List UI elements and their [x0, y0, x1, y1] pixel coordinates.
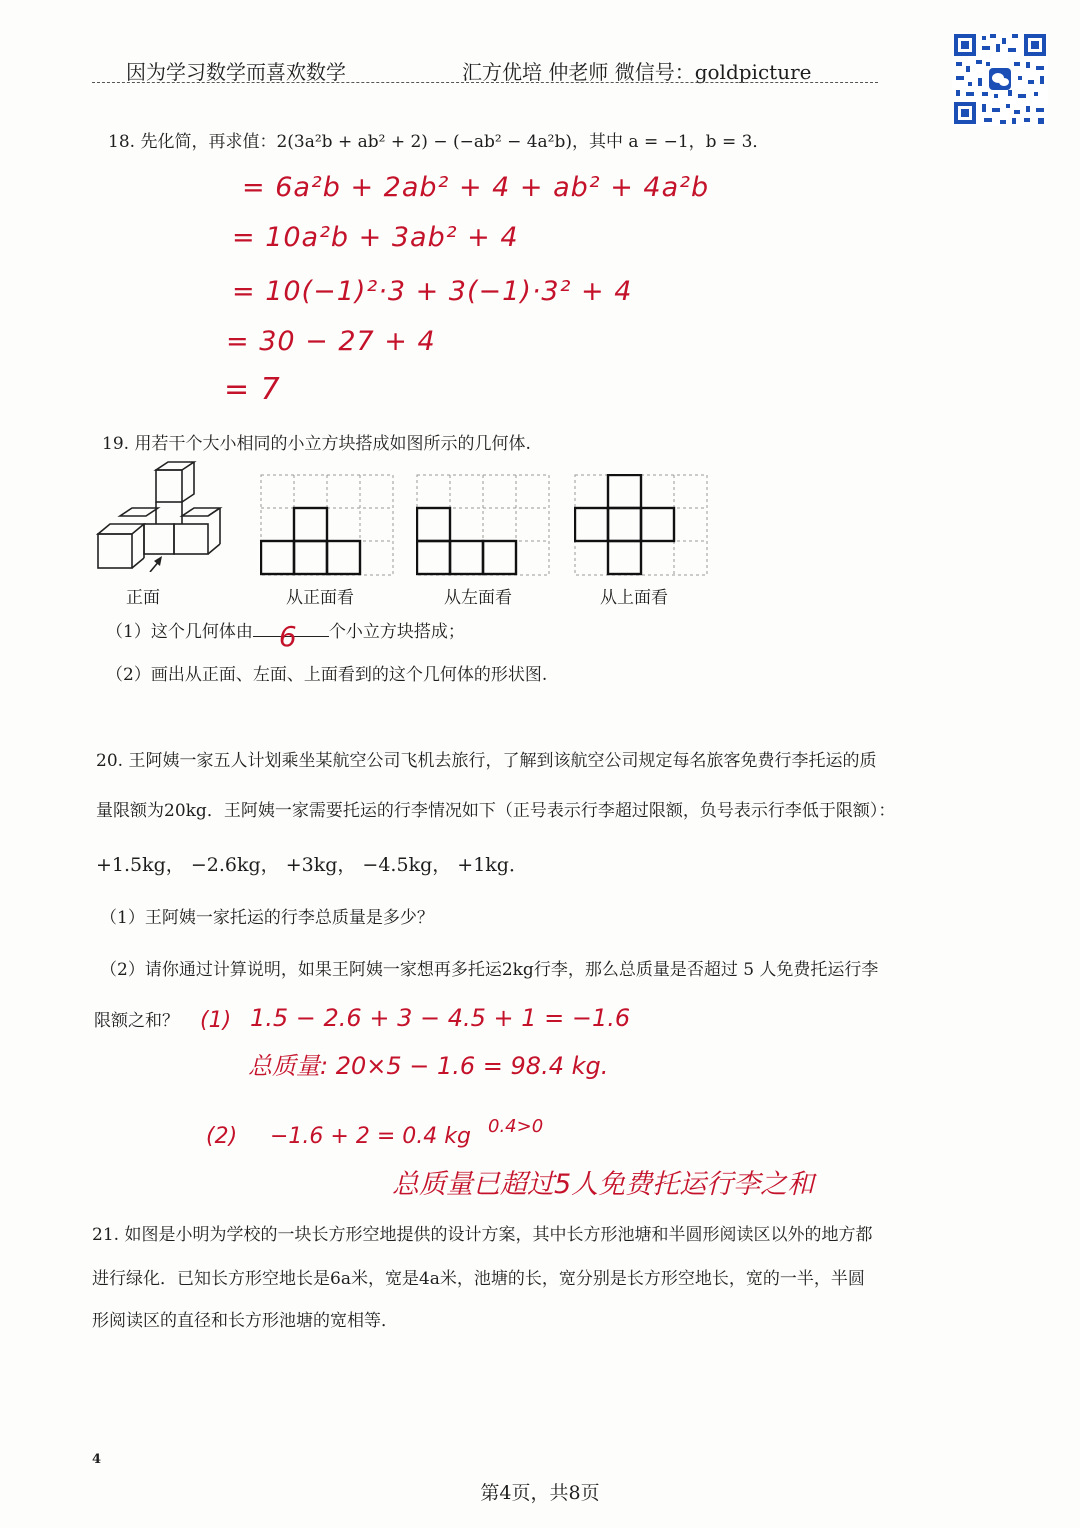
- q20-part2-cont: 限额之和？: [94, 1011, 179, 1031]
- q18-work-line: = 30 − 27 + 4: [226, 326, 436, 357]
- q19-stem: 19. 用若干个大小相同的小立方块搭成如图所示的几何体.: [102, 434, 531, 454]
- q18-work-line: = 10a²b + 3ab² + 4: [232, 222, 519, 253]
- view-caption-left: 从左面看: [444, 588, 512, 608]
- q20-line: 量限额为20kg．王阿姨一家需要托运的行李情况如下（正号表示行李超过限额，负号表示行李低于限额）：: [96, 801, 896, 821]
- q20-hand-work: −1.6 + 2 = 0.4 kg: [270, 1124, 471, 1149]
- header-left: 因为学习数学而喜欢数学: [126, 60, 346, 84]
- top-view-grid: [574, 474, 708, 578]
- q20-data-line: +1.5kg， −2.6kg， +3kg， −4.5kg， +1kg．: [96, 854, 528, 876]
- q19-part2: （2）画出从正面、左面、上面看到的这个几何体的形状图.: [106, 665, 548, 685]
- left-view-grid: [416, 474, 550, 578]
- q20-hand-label: (2): [206, 1124, 238, 1149]
- q20-hand-label: (1): [200, 1008, 232, 1033]
- page-number: 4: [92, 1452, 102, 1467]
- view-caption-top: 从上面看: [600, 588, 668, 608]
- front-view-grid: [260, 474, 394, 578]
- q19-answer-blank: 6: [253, 636, 329, 637]
- header-divider: [92, 82, 878, 83]
- q18-stem: 18. 先化简，再求值：2(3a²b + ab² + 2) − (−ab² − 4a²b)，其中 a = −1，b = 3．: [108, 132, 770, 152]
- front-label: 正面: [126, 588, 160, 608]
- q20-part2: （2）请你通过计算说明，如果王阿姨一家想再多托运2kg行李，那么总质量是否超过 5 人免费托运行李: [100, 960, 879, 980]
- q18-work-line: = 6a²b + 2ab² + 4 + ab² + 4a²b: [242, 172, 710, 203]
- q20-hand-work: 1.5 − 2.6 + 3 − 4.5 + 1 = −1.6: [250, 1004, 631, 1032]
- q20-hand-note: 0.4>0: [488, 1116, 544, 1137]
- page-footer: 第4页，共8页: [480, 1482, 600, 1504]
- q19-part1: （1）这个几何体由 6 个小立方块搭成；: [106, 620, 465, 653]
- q21-line: 21. 如图是小明为学校的一块长方形空地提供的设计方案，其中长方形池塘和半圆形阅读区以外的地方都: [92, 1225, 873, 1245]
- q21-line: 进行绿化．已知长方形空地长是6a米，宽是4a米，池塘的长，宽分别是长方形空地长，宽的一半，半圆: [92, 1269, 865, 1289]
- q20-line: 20. 王阿姨一家五人计划乘坐某航空公司飞机去旅行，了解到该航空公司规定每名旅客免费行李托运的质: [96, 751, 877, 771]
- q18-work-line: = 7: [224, 372, 281, 407]
- q20-part1: （1）王阿姨一家托运的行李总质量是多少？: [100, 908, 434, 928]
- cube-solid-figure: [94, 460, 228, 572]
- q20-hand-work: 总质量: 20×5 − 1.6 = 98.4 kg.: [248, 1052, 609, 1080]
- q21-line: 形阅读区的直径和长方形池塘的宽相等．: [92, 1311, 398, 1331]
- q20-hand-conclusion: 总质量已超过5人免费托运行李之和: [392, 1169, 815, 1200]
- header-right: 汇方优培 仲老师 微信号：goldpicture: [462, 60, 812, 84]
- view-caption-front: 从正面看: [286, 588, 354, 608]
- qr-code-icon: [952, 32, 1048, 126]
- q18-work-line: = 10(−1)²·3 + 3(−1)·3² + 4: [232, 276, 633, 307]
